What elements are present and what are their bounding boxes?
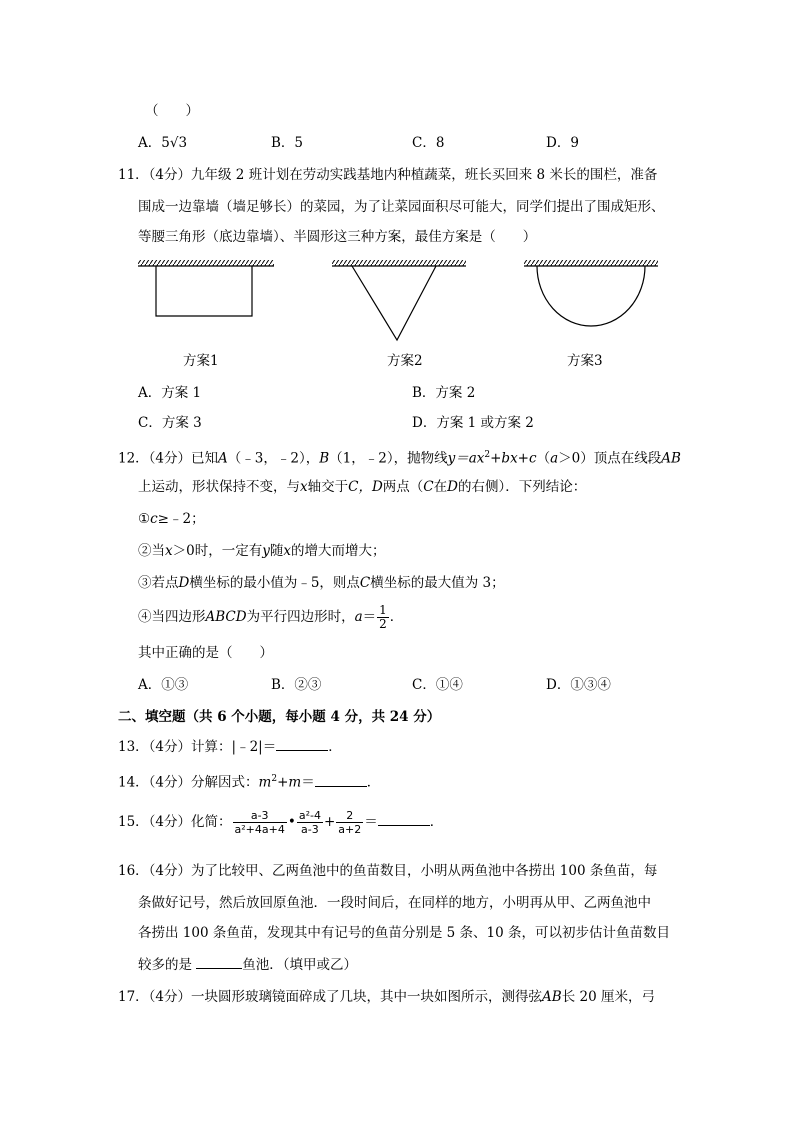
q12-statement-2: ②当x＞0时，一定有y随x的增大而增大；	[138, 543, 386, 559]
q10-paren: （ ）	[145, 103, 199, 119]
plan3-figure	[524, 258, 664, 333]
q11-line2: 围成一边靠墙（墙足够长）的菜园，为了让菜园面积尽可能大，同学们提出了围成矩形、	[138, 199, 665, 215]
q10-choice-b: B．5	[271, 135, 304, 151]
q15: 15．（4分）化简： $\frac{a-3}{\text{a²+4a+4}}$ • $\frac{\text{a²-4}}{a-3}$ + $\frac{2}{a+2}$ ＝ ．	[118, 809, 444, 836]
q12-fraction: $\frac{1}{2}$	[379, 603, 387, 631]
q11-line1: 11．（4分）九年级 2 班计划在劳动实践基地内种植蔬菜，班长买回来 8 米长的围栏，准备	[118, 167, 658, 183]
plan3-label: 方案3	[567, 353, 603, 369]
q12-ask: 其中正确的是（ ）	[138, 645, 273, 661]
q15-fraction-3: $\frac{2}{a+2}$	[338, 809, 362, 836]
q16-answer-blank	[196, 956, 242, 969]
q12-choice-c: C．①④	[412, 677, 463, 693]
q12-statement-3: ③若点D横坐标的最小值为﹣5，则点C横坐标的最大值为 3；	[138, 575, 505, 591]
q13: 13．（4分）计算：|﹣2|＝ ．	[118, 739, 342, 755]
q12-statement-1: ①c≥﹣2；	[138, 511, 205, 527]
q11-choice-d: D．方案 1 或方案 2	[412, 415, 534, 431]
q12-choice-a: A．①③	[138, 677, 189, 693]
plan2-figure	[332, 258, 472, 348]
q15-fraction-2: $\frac{\text{a²-4}}{a-3}$	[298, 809, 321, 836]
q12-choice-b: B．②③	[271, 677, 322, 693]
q10-choice-a: A．5√3	[138, 135, 188, 151]
q10-choice-d: D．9	[546, 135, 579, 151]
q10-choice-c: C．8	[412, 135, 445, 151]
q14: 14．（4分）分解因式：$m^2+m=$ ．	[118, 774, 381, 791]
q12-line1: 12．（4分）已知A（﹣3，﹣2），B（1，﹣2），抛物线$y=ax^2+bx+c(a>0)$顶点在线段AB	[118, 450, 681, 467]
q16-line2: 条做好记号，然后放回原鱼池．一段时间后，在同样的地方，小明再从甲、乙两鱼池中	[138, 895, 651, 911]
q14-answer-blank	[315, 774, 367, 787]
q11-choice-a: A．方案 1	[138, 385, 202, 401]
q12-choice-d: D．①③④	[546, 677, 611, 693]
q15-fraction-1: $\frac{a-3}{\text{a²+4a+4}}$	[234, 809, 285, 836]
q15-answer-blank	[378, 813, 430, 826]
plan1-figure	[138, 258, 278, 320]
q12-statement-4: ④当四边形ABCD为平行四边形时，a＝ $\frac{1}{2}$ ．	[138, 603, 404, 631]
q16-line4: 较多的是 鱼池．（填甲或乙）	[138, 957, 358, 973]
q12-line2: 上运动，形状保持不变，与x轴交于C，D两点（C在D的右侧）．下列结论：	[138, 479, 587, 495]
q16-line3: 各捞出 100 条鱼苗，发现其中有记号的鱼苗分别是 5 条、10 条，可以初步估计鱼苗数目	[138, 925, 670, 941]
q11-choice-c: C．方案 3	[138, 415, 202, 431]
q11-choice-b: B．方案 2	[412, 385, 476, 401]
plan2-label: 方案2	[387, 353, 423, 369]
q17-line1: 17．（4分）一块圆形玻璃镜面碎成了几块，其中一块如图所示，测得弦AB长 20 厘米，弓	[118, 989, 655, 1005]
q16-line1: 16．（4分）为了比较甲、乙两鱼池中的鱼苗数目，小明从两鱼池中各捞出 100 条鱼苗，每	[118, 863, 658, 879]
q11-line3: 等腰三角形（底边靠墙）、半圆形这三种方案，最佳方案是（ ）	[138, 229, 537, 245]
plan1-label: 方案1	[183, 353, 219, 369]
q13-answer-blank	[276, 738, 328, 751]
section-2-heading: 二、填空题（共 6 个小题，每小题 4 分，共 24 分）	[118, 709, 441, 725]
